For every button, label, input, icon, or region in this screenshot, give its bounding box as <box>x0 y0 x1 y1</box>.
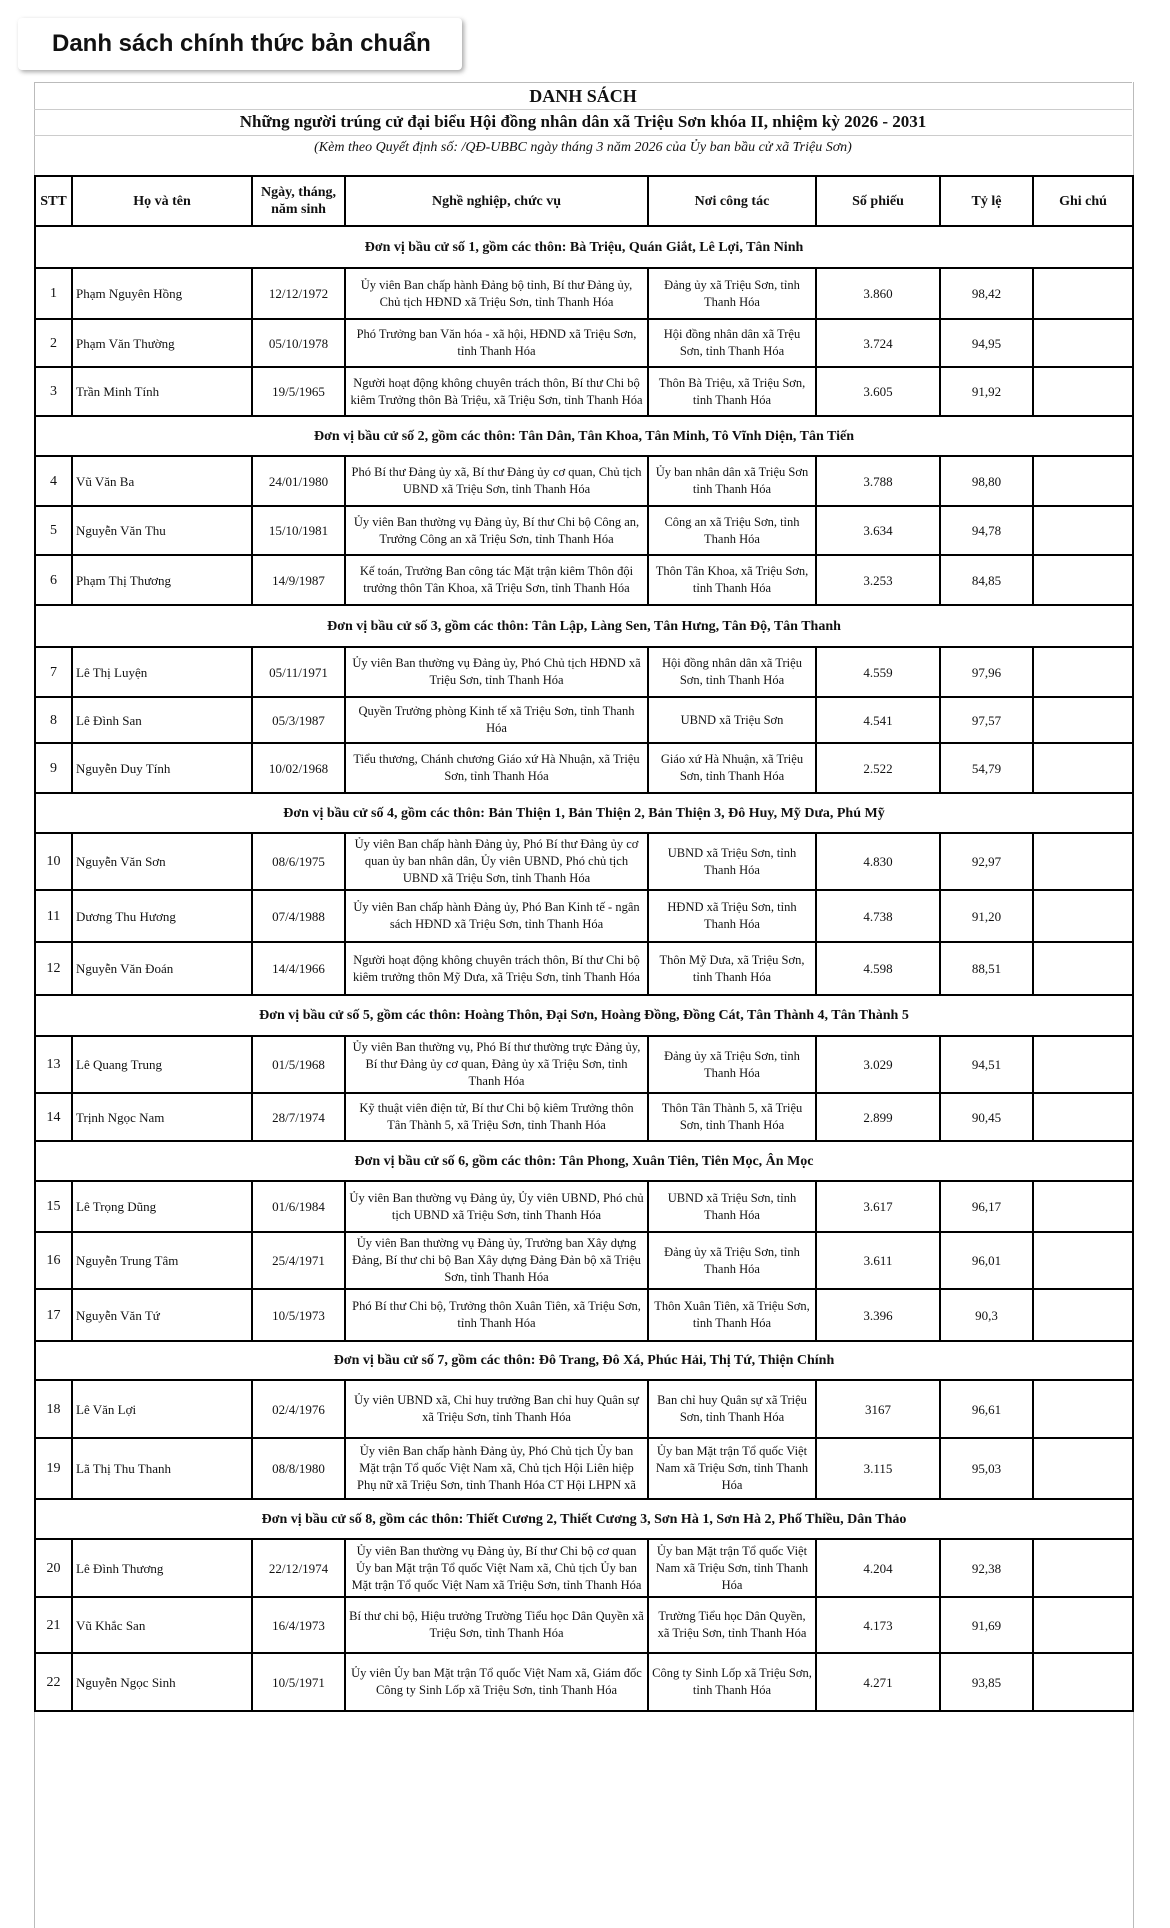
table-row <box>35 1181 1133 1232</box>
table-row <box>35 1597 1133 1653</box>
cell-dob: 24/01/1980 <box>252 456 345 506</box>
cell-rate: 96,17 <box>940 1181 1033 1232</box>
sheet-tab[interactable] <box>18 18 462 70</box>
cell-votes: 3.605 <box>816 367 940 416</box>
cell-name: Lã Thị Thu Thanh <box>72 1438 252 1499</box>
cell-job: Ủy viên Ban thường vụ Đảng ủy, Bí thư Chi bộ Công an, Trưởng Công an xã Triệu Sơn, tỉnh Thanh Hóa <box>345 506 648 555</box>
election-unit-row <box>35 995 1133 1036</box>
election-unit-row <box>35 605 1133 647</box>
sheet-tab-label: Danh sách chính thức bản chuẩn <box>52 30 431 57</box>
cell-rate: 91,20 <box>940 890 1033 942</box>
election-unit-row <box>35 1141 1133 1181</box>
cell-dob: 12/12/1972 <box>252 268 345 319</box>
cell-workplace: Ủy ban Mặt trận Tổ quốc Việt Nam xã Triệu Sơn, tỉnh Thanh Hóa <box>648 1438 816 1499</box>
table-row <box>35 942 1133 995</box>
cell-name: Nguyễn Văn Đoán <box>72 942 252 995</box>
cell-workplace: Trường Tiểu học Dân Quyền, xã Triệu Sơn, tỉnh Thanh Hóa <box>648 1597 816 1653</box>
cell-workplace: Thôn Tân Khoa, xã Triệu Sơn, tỉnh Thanh Hóa <box>648 555 816 605</box>
cell-workplace: Thôn Xuân Tiên, xã Triệu Sơn, tỉnh Thanh Hóa <box>648 1289 816 1341</box>
table-row <box>35 268 1133 319</box>
cell-stt: 6 <box>35 555 72 605</box>
cell-name: Lê Thị Luyện <box>72 647 252 697</box>
cell-note <box>1033 833 1133 890</box>
table-row <box>35 743 1133 793</box>
cell-note <box>1033 1438 1133 1499</box>
cell-votes: 3.724 <box>816 319 940 367</box>
cell-rate: 92,38 <box>940 1539 1033 1597</box>
cell-dob: 07/4/1988 <box>252 890 345 942</box>
cell-workplace: Đảng ủy xã Triệu Sơn, tỉnh Thanh Hóa <box>648 1232 816 1289</box>
cell-stt: 1 <box>35 268 72 319</box>
cell-votes: 4.830 <box>816 833 940 890</box>
cell-dob: 05/10/1978 <box>252 319 345 367</box>
cell-rate: 84,85 <box>940 555 1033 605</box>
cell-note <box>1033 506 1133 555</box>
cell-rate: 98,80 <box>940 456 1033 506</box>
cell-note <box>1033 647 1133 697</box>
table-row <box>35 1380 1133 1438</box>
table-row <box>35 647 1133 697</box>
table-row <box>35 555 1133 605</box>
cell-name: Nguyễn Ngọc Sinh <box>72 1653 252 1711</box>
cell-name: Lê Quang Trung <box>72 1036 252 1093</box>
cell-stt: 10 <box>35 833 72 890</box>
cell-rate: 94,95 <box>940 319 1033 367</box>
cell-name: Nguyễn Văn Sơn <box>72 833 252 890</box>
cell-name: Nguyễn Trung Tâm <box>72 1232 252 1289</box>
cell-votes: 3.634 <box>816 506 940 555</box>
cell-rate: 92,97 <box>940 833 1033 890</box>
cell-rate: 90,3 <box>940 1289 1033 1341</box>
cell-job: Phó Bí thư Đảng ủy xã, Bí thư Đảng ủy cơ quan, Chủ tịch UBND xã Triệu Sơn, tỉnh Thanh Hóa <box>345 456 648 506</box>
cell-job: Ủy viên Ban thường vụ Đảng ủy, Bí thư Chi bộ cơ quan Ủy ban Mặt trận Tổ quốc Việt Nam xã, Chủ tịch Ủy ban Mặt trận Tổ quốc Việt Nam xã Triệu Sơn, tỉnh Thanh Hóa <box>345 1539 648 1597</box>
cell-votes: 4.204 <box>816 1539 940 1597</box>
cell-stt: 18 <box>35 1380 72 1438</box>
cell-name: Vũ Văn Ba <box>72 456 252 506</box>
cell-name: Lê Trọng Dũng <box>72 1181 252 1232</box>
cell-name: Lê Đình Thương <box>72 1539 252 1597</box>
col-header-rate: Tỷ lệ <box>940 176 1033 226</box>
col-header-note: Ghi chú <box>1033 176 1133 226</box>
cell-dob: 08/6/1975 <box>252 833 345 890</box>
cell-job: Quyền Trưởng phòng Kinh tế xã Triệu Sơn, tỉnh Thanh Hóa <box>345 697 648 743</box>
cell-rate: 96,61 <box>940 1380 1033 1438</box>
cell-job: Ủy viên Ban thường vụ Đảng ủy, Trưởng ban Xây dựng Đảng, Bí thư chi bộ Ban Xây dựng Đảng Đản bộ xã Triệu Sơn, tỉnh Thanh Hóa <box>345 1232 648 1289</box>
table-row <box>35 506 1133 555</box>
cell-name: Vũ Khắc San <box>72 1597 252 1653</box>
cell-name: Nguyễn Văn Tứ <box>72 1289 252 1341</box>
cell-dob: 02/4/1976 <box>252 1380 345 1438</box>
cell-dob: 01/6/1984 <box>252 1181 345 1232</box>
cell-stt: 3 <box>35 367 72 416</box>
cell-dob: 22/12/1974 <box>252 1539 345 1597</box>
document-title: DANH SÁCH <box>34 82 1132 110</box>
election-unit-title: Đơn vị bầu cử số 4, gồm các thôn: Bản Thiện 1, Bản Thiện 2, Bản Thiện 3, Đô Huy, Mỹ Dưa, Phú Mỹ <box>35 793 1133 833</box>
cell-votes: 4.271 <box>816 1653 940 1711</box>
table-row <box>35 697 1133 743</box>
cell-name: Nguyễn Duy Tính <box>72 743 252 793</box>
cell-votes: 4.559 <box>816 647 940 697</box>
cell-votes: 4.738 <box>816 890 940 942</box>
election-unit-title: Đơn vị bầu cử số 8, gồm các thôn: Thiết Cương 2, Thiết Cương 3, Sơn Hà 1, Sơn Hà 2, Phố Thiều, Dân Thảo <box>35 1499 1133 1539</box>
col-header-workplace: Nơi công tác <box>648 176 816 226</box>
cell-workplace: Giáo xứ Hà Nhuận, xã Triệu Sơn, tỉnh Thanh Hóa <box>648 743 816 793</box>
cell-name: Dương Thu Hương <box>72 890 252 942</box>
cell-name: Lê Đình San <box>72 697 252 743</box>
cell-stt: 4 <box>35 456 72 506</box>
election-unit-title: Đơn vị bầu cử số 6, gồm các thôn: Tân Phong, Xuân Tiên, Tiên Mọc, Ân Mọc <box>35 1141 1133 1181</box>
cell-note <box>1033 319 1133 367</box>
cell-workplace: Ủy ban nhân dân xã Triệu Sơn tỉnh Thanh Hóa <box>648 456 816 506</box>
cell-note <box>1033 555 1133 605</box>
table-row <box>35 1093 1133 1141</box>
table-row <box>35 833 1133 890</box>
cell-stt: 2 <box>35 319 72 367</box>
election-unit-title: Đơn vị bầu cử số 7, gồm các thôn: Đô Trang, Đô Xá, Phúc Hải, Thị Tứ, Thiện Chính <box>35 1341 1133 1380</box>
cell-name: Lê Văn Lợi <box>72 1380 252 1438</box>
cell-stt: 21 <box>35 1597 72 1653</box>
cell-job: Ủy viên Ủy ban Mặt trận Tổ quốc Việt Nam xã, Giám đốc Công ty Sinh Lốp xã Triệu Sơn, tỉnh Thanh Hóa <box>345 1653 648 1711</box>
cell-note <box>1033 1232 1133 1289</box>
cell-dob: 10/5/1971 <box>252 1653 345 1711</box>
table-header-row <box>35 176 1133 226</box>
cell-stt: 15 <box>35 1181 72 1232</box>
cell-stt: 11 <box>35 890 72 942</box>
cell-note <box>1033 697 1133 743</box>
cell-note <box>1033 1289 1133 1341</box>
cell-name: Phạm Văn Thường <box>72 319 252 367</box>
cell-workplace: Thôn Tân Thành 5, xã Triệu Sơn, tỉnh Thanh Hóa <box>648 1093 816 1141</box>
cell-note <box>1033 1597 1133 1653</box>
col-header-job: Nghề nghiệp, chức vụ <box>345 176 648 226</box>
cell-job: Phó Bí thư Chi bộ, Trưởng thôn Xuân Tiên, xã Triệu Sơn, tỉnh Thanh Hóa <box>345 1289 648 1341</box>
cell-name: Phạm Nguyên Hồng <box>72 268 252 319</box>
cell-workplace: UBND xã Triệu Sơn, tỉnh Thanh Hóa <box>648 1181 816 1232</box>
cell-rate: 97,57 <box>940 697 1033 743</box>
cell-name: Trịnh Ngọc Nam <box>72 1093 252 1141</box>
cell-stt: 16 <box>35 1232 72 1289</box>
cell-votes: 3.029 <box>816 1036 940 1093</box>
cell-name: Trần Minh Tính <box>72 367 252 416</box>
cell-dob: 10/5/1973 <box>252 1289 345 1341</box>
cell-stt: 7 <box>35 647 72 697</box>
cell-job: Ủy viên UBND xã, Chỉ huy trưởng Ban chỉ huy Quân sự xã Triệu Sơn, tỉnh Thanh Hóa <box>345 1380 648 1438</box>
cell-dob: 25/4/1971 <box>252 1232 345 1289</box>
cell-dob: 14/4/1966 <box>252 942 345 995</box>
cell-dob: 15/10/1981 <box>252 506 345 555</box>
cell-votes: 3.617 <box>816 1181 940 1232</box>
election-unit-row <box>35 1341 1133 1380</box>
cell-rate: 94,51 <box>940 1036 1033 1093</box>
cell-job: Người hoạt động không chuyên trách thôn, Bí thư Chi bộ kiêm trưởng thôn Mỹ Dưa, xã Triệu Sơn, tỉnh Thanh Hóa <box>345 942 648 995</box>
cell-workplace: HĐND xã Triệu Sơn, tỉnh Thanh Hóa <box>648 890 816 942</box>
cell-votes: 3.860 <box>816 268 940 319</box>
cell-note <box>1033 942 1133 995</box>
cell-job: Ủy viên Ban chấp hành Đảng bộ tỉnh, Bí thư Đảng ủy, Chủ tịch HĐND xã Triệu Sơn, tỉnh Thanh Hóa <box>345 268 648 319</box>
cell-note <box>1033 1093 1133 1141</box>
cell-job: Phó Trưởng ban Văn hóa - xã hội, HĐND xã Triệu Sơn, tỉnh Thanh Hóa <box>345 319 648 367</box>
cell-votes: 3.788 <box>816 456 940 506</box>
cell-rate: 90,45 <box>940 1093 1033 1141</box>
cell-workplace: Công an xã Triệu Sơn, tỉnh Thanh Hóa <box>648 506 816 555</box>
table-row <box>35 456 1133 506</box>
cell-dob: 19/5/1965 <box>252 367 345 416</box>
cell-dob: 05/3/1987 <box>252 697 345 743</box>
cell-votes: 4.173 <box>816 1597 940 1653</box>
cell-votes: 3.396 <box>816 1289 940 1341</box>
cell-note <box>1033 456 1133 506</box>
cell-job: Người hoạt động không chuyên trách thôn, Bí thư Chi bộ kiêm Trưởng thôn Bà Triệu, xã Triệu Sơn, tỉnh Thanh Hóa <box>345 367 648 416</box>
cell-note <box>1033 268 1133 319</box>
cell-note <box>1033 367 1133 416</box>
cell-votes: 4.598 <box>816 942 940 995</box>
cell-votes: 2.522 <box>816 743 940 793</box>
cell-job: Tiểu thương, Chánh chương Giáo xứ Hà Nhuận, xã Triệu Sơn, tỉnh Thanh Hóa <box>345 743 648 793</box>
cell-job: Ủy viên Ban thường vụ, Phó Bí thư thường trực Đảng ủy, Bí thư Đảng ủy cơ quan, Đảng ủy xã Triệu Sơn, tỉnh Thanh Hóa <box>345 1036 648 1093</box>
table-row <box>35 1653 1133 1711</box>
cell-rate: 96,01 <box>940 1232 1033 1289</box>
table-row <box>35 367 1133 416</box>
cell-stt: 13 <box>35 1036 72 1093</box>
cell-job: Ủy viên Ban chấp hành Đảng ủy, Phó Ban Kinh tế - ngân sách HĐND xã Triệu Sơn, tỉnh Thanh Hóa <box>345 890 648 942</box>
document-subtitle: Những người trúng cử đại biểu Hội đồng nhân dân xã Triệu Sơn khóa II, nhiệm kỳ 2026 - 2031 <box>34 109 1132 136</box>
cell-workplace: Thôn Bà Triệu, xã Triệu Sơn, tỉnh Thanh Hóa <box>648 367 816 416</box>
cell-stt: 20 <box>35 1539 72 1597</box>
table-row <box>35 1438 1133 1499</box>
cell-workplace: Ban chỉ huy Quân sự xã Triệu Sơn, tỉnh Thanh Hóa <box>648 1380 816 1438</box>
document-note: (Kèm theo Quyết định số: /QĐ-UBBC ngày tháng 3 năm 2026 của Ủy ban bầu cử xã Triệu Sơn) <box>314 140 852 155</box>
cell-job: Ủy viên Ban thường vụ Đảng ủy, Ủy viên UBND, Phó chủ tịch UBND xã Triệu Sơn, tỉnh Thanh Hóa <box>345 1181 648 1232</box>
table-row <box>35 1539 1133 1597</box>
election-unit-title: Đơn vị bầu cử số 1, gồm các thôn: Bà Triệu, Quán Giắt, Lê Lợi, Tân Ninh <box>35 226 1133 268</box>
cell-votes: 4.541 <box>816 697 940 743</box>
cell-job: Ủy viên Ban chấp hành Đảng ủy, Phó Bí thư Đảng ủy cơ quan ủy ban nhân dân, Ủy viên UBND, Phó chủ tịch UBND xã Triệu Sơn, tỉnh Thanh Hóa <box>345 833 648 890</box>
cell-note <box>1033 1181 1133 1232</box>
table-row <box>35 1036 1133 1093</box>
cell-workplace: UBND xã Triệu Sơn, tỉnh Thanh Hóa <box>648 833 816 890</box>
cell-stt: 9 <box>35 743 72 793</box>
cell-job: Ủy viên Ban thường vụ Đảng ủy, Phó Chủ tịch HĐND xã Triệu Sơn, tỉnh Thanh Hóa <box>345 647 648 697</box>
cell-dob: 16/4/1973 <box>252 1597 345 1653</box>
cell-votes: 3167 <box>816 1380 940 1438</box>
cell-dob: 05/11/1971 <box>252 647 345 697</box>
cell-workplace: UBND xã Triệu Sơn <box>648 697 816 743</box>
cell-job: Bí thư chi bộ, Hiệu trưởng Trường Tiểu học Dân Quyền xã Triệu Sơn, tỉnh Thanh Hóa <box>345 1597 648 1653</box>
cell-workplace: Hội đồng nhân dân xã Trệu Sơn, tỉnh Thanh Hóa <box>648 319 816 367</box>
cell-workplace: Công ty Sinh Lốp xã Triệu Sơn, tỉnh Thanh Hóa <box>648 1653 816 1711</box>
cell-stt: 5 <box>35 506 72 555</box>
election-unit-title: Đơn vị bầu cử số 2, gồm các thôn: Tân Dân, Tân Khoa, Tân Minh, Tô Vĩnh Diện, Tân Tiến <box>35 416 1133 456</box>
cell-stt: 14 <box>35 1093 72 1141</box>
cell-workplace: Đảng ủy xã Triệu Sơn, tỉnh Thanh Hóa <box>648 268 816 319</box>
cell-note <box>1033 890 1133 942</box>
cell-note <box>1033 1539 1133 1597</box>
cell-name: Phạm Thị Thương <box>72 555 252 605</box>
election-unit-row <box>35 416 1133 456</box>
cell-votes: 3.253 <box>816 555 940 605</box>
cell-stt: 17 <box>35 1289 72 1341</box>
cell-name: Nguyễn Văn Thu <box>72 506 252 555</box>
col-header-name: Họ và tên <box>72 176 252 226</box>
election-unit-row <box>35 1499 1133 1539</box>
election-unit-title: Đơn vị bầu cử số 5, gồm các thôn: Hoàng Thôn, Đại Sơn, Hoàng Đồng, Đồng Cát, Tân Thành 4, Tân Thành 5 <box>35 995 1133 1036</box>
cell-stt: 8 <box>35 697 72 743</box>
table-row <box>35 890 1133 942</box>
cell-workplace: Thôn Mỹ Dưa, xã Triệu Sơn, tỉnh Thanh Hóa <box>648 942 816 995</box>
cell-stt: 19 <box>35 1438 72 1499</box>
cell-votes: 2.899 <box>816 1093 940 1141</box>
cell-rate: 91,69 <box>940 1597 1033 1653</box>
table-body <box>35 226 1133 1711</box>
col-header-stt: STT <box>35 176 72 226</box>
col-header-dob: Ngày, tháng, năm sinh <box>252 176 345 226</box>
cell-rate: 88,51 <box>940 942 1033 995</box>
cell-rate: 97,96 <box>940 647 1033 697</box>
cell-rate: 54,79 <box>940 743 1033 793</box>
cell-dob: 28/7/1974 <box>252 1093 345 1141</box>
cell-votes: 3.611 <box>816 1232 940 1289</box>
cell-note <box>1033 1653 1133 1711</box>
delegate-table <box>34 175 1134 1712</box>
election-unit-title: Đơn vị bầu cử số 3, gồm các thôn: Tân Lập, Làng Sen, Tân Hưng, Tân Độ, Tân Thanh <box>35 605 1133 647</box>
cell-note <box>1033 743 1133 793</box>
cell-rate: 93,85 <box>940 1653 1033 1711</box>
cell-job: Kỹ thuật viên điện tử, Bí thư Chi bộ kiêm Trưởng thôn Tân Thành 5, xã Triệu Sơn, tỉnh Thanh Hóa <box>345 1093 648 1141</box>
cell-rate: 94,78 <box>940 506 1033 555</box>
table-row <box>35 319 1133 367</box>
cell-stt: 12 <box>35 942 72 995</box>
cell-workplace: Hội đồng nhân dân xã Triệu Sơn, tỉnh Thanh Hóa <box>648 647 816 697</box>
cell-note <box>1033 1380 1133 1438</box>
cell-job: Ủy viên Ban chấp hành Đảng ủy, Phó Chủ tịch Ủy ban Mặt trận Tổ quốc Việt Nam xã, Chủ tịch Hội Liên hiệp Phụ nữ xã Triệu Sơn, tỉnh Thanh Hóa CT Hội LHPN xã <box>345 1438 648 1499</box>
cell-workplace: Ủy ban Mặt trận Tổ quốc Việt Nam xã Triệu Sơn, tỉnh Thanh Hóa <box>648 1539 816 1597</box>
cell-votes: 3.115 <box>816 1438 940 1499</box>
table-row <box>35 1232 1133 1289</box>
cell-dob: 08/8/1980 <box>252 1438 345 1499</box>
cell-rate: 95,03 <box>940 1438 1033 1499</box>
cell-stt: 22 <box>35 1653 72 1711</box>
cell-rate: 91,92 <box>940 367 1033 416</box>
table-row <box>35 1289 1133 1341</box>
cell-job: Kế toán, Trưởng Ban công tác Mặt trận kiêm Thôn đội trưởng thôn Tân Khoa, xã Triệu Sơn, tỉnh Thanh Hóa <box>345 555 648 605</box>
cell-dob: 01/5/1968 <box>252 1036 345 1093</box>
cell-dob: 10/02/1968 <box>252 743 345 793</box>
cell-workplace: Đảng ủy xã Triệu Sơn, tỉnh Thanh Hóa <box>648 1036 816 1093</box>
election-unit-row <box>35 226 1133 268</box>
cell-rate: 98,42 <box>940 268 1033 319</box>
election-unit-row <box>35 793 1133 833</box>
cell-note <box>1033 1036 1133 1093</box>
cell-dob: 14/9/1987 <box>252 555 345 605</box>
col-header-votes: Số phiếu <box>816 176 940 226</box>
